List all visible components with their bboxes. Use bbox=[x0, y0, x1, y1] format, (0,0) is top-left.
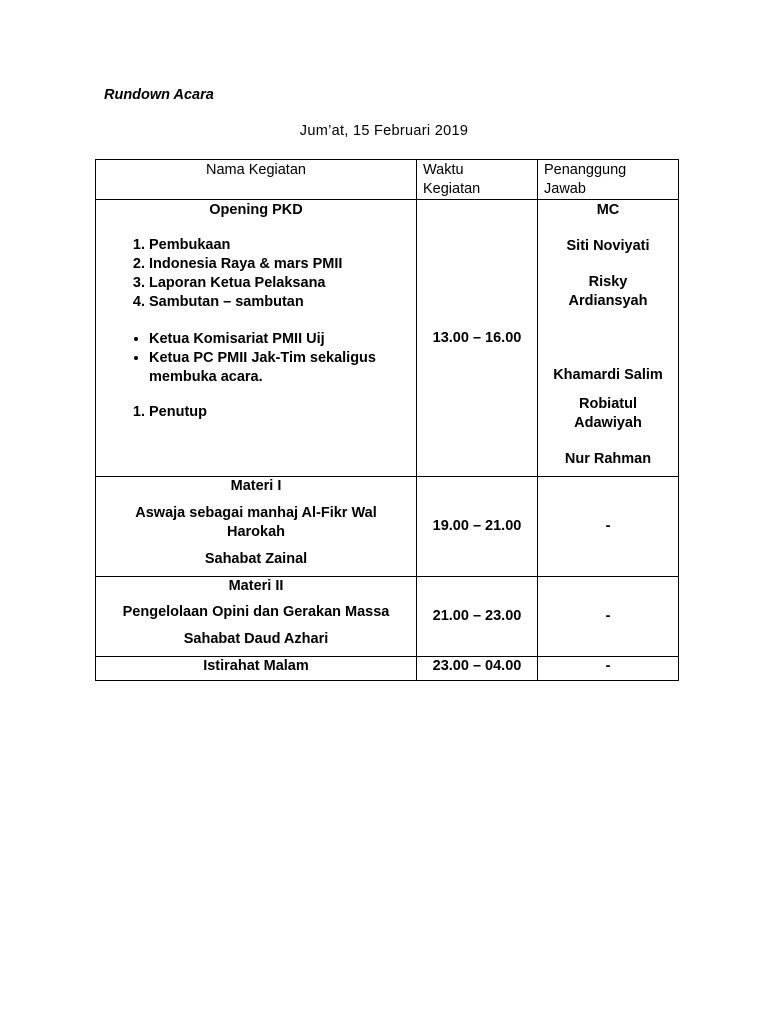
event-date: Jum’at, 15 Februari 2019 bbox=[299, 123, 469, 139]
pic-cell bbox=[538, 657, 679, 681]
pic-cell bbox=[538, 577, 679, 657]
time-value: 21.00 – 23.00 bbox=[432, 608, 522, 624]
rundown-table bbox=[95, 159, 679, 681]
time-cell bbox=[417, 577, 538, 657]
activity-cell bbox=[96, 200, 417, 477]
header-pic-line1: Penanggung bbox=[544, 162, 627, 178]
topic-text: Aswaja sebagai manhaj Al-Fikr Wal Harokah bbox=[135, 505, 377, 540]
row-heading: Materi I bbox=[230, 478, 282, 494]
pic-name: Nur Rahman bbox=[564, 451, 652, 467]
pic-name: MC bbox=[596, 202, 620, 218]
speaker-text: Sahabat Zainal bbox=[204, 551, 308, 567]
pic-value: - bbox=[605, 658, 611, 674]
pic-value: - bbox=[605, 518, 611, 534]
row-heading: Istirahat Malam bbox=[203, 658, 309, 674]
pic-cell bbox=[538, 200, 679, 477]
row-heading: Opening PKD bbox=[209, 202, 303, 218]
list-item: 1. Pembukaan bbox=[149, 236, 416, 255]
header-pic-line2: Jawab bbox=[544, 181, 586, 197]
header-name-label: Nama Kegiatan bbox=[206, 162, 306, 178]
time-cell bbox=[417, 657, 538, 681]
table-row bbox=[96, 200, 679, 477]
bullet-list bbox=[96, 330, 416, 387]
pic-name: Robiatul Adawiyah bbox=[574, 396, 642, 431]
list-item: 4. Sambutan – sambutan bbox=[149, 293, 416, 312]
pic-name: Risky Ardiansyah bbox=[568, 274, 648, 309]
list-item: 1. Penutup bbox=[149, 403, 416, 422]
header-pic bbox=[538, 160, 679, 200]
table-header-row bbox=[96, 160, 679, 200]
time-value: 13.00 – 16.00 bbox=[432, 329, 522, 346]
time-cell bbox=[417, 477, 538, 577]
pic-cell bbox=[538, 477, 679, 577]
list-item: 2. Indonesia Raya & mars PMII bbox=[149, 255, 416, 274]
pic-name: Siti Noviyati bbox=[566, 238, 650, 254]
list-item: • Ketua Komisariat PMII Uij bbox=[149, 330, 416, 349]
closing-list bbox=[96, 403, 416, 422]
row-heading: Materi II bbox=[228, 578, 284, 594]
pic-value: - bbox=[605, 608, 611, 624]
pic-name: Khamardi Salim bbox=[553, 367, 663, 383]
time-value: 23.00 – 04.00 bbox=[432, 658, 522, 674]
header-time-line1: Waktu bbox=[423, 162, 464, 178]
activity-cell bbox=[96, 477, 417, 577]
activity-cell bbox=[96, 657, 417, 681]
document-title: Rundown Acara bbox=[104, 87, 214, 103]
table-row bbox=[96, 577, 679, 657]
topic-text: Pengelolaan Opini dan Gerakan Massa bbox=[122, 604, 390, 620]
table-row bbox=[96, 477, 679, 577]
time-cell bbox=[417, 200, 538, 477]
list-item: 3. Laporan Ketua Pelaksana bbox=[149, 274, 416, 293]
header-time bbox=[417, 160, 538, 200]
header-name bbox=[96, 160, 417, 200]
list-item: • Ketua PC PMII Jak-Tim sekaligus membuka acara. bbox=[149, 349, 416, 387]
speaker-text: Sahabat Daud Azhari bbox=[183, 631, 329, 647]
activity-cell bbox=[96, 577, 417, 657]
table-row bbox=[96, 657, 679, 681]
numbered-list bbox=[96, 236, 416, 312]
time-value: 19.00 – 21.00 bbox=[432, 518, 522, 534]
header-time-line2: Kegiatan bbox=[423, 181, 481, 197]
